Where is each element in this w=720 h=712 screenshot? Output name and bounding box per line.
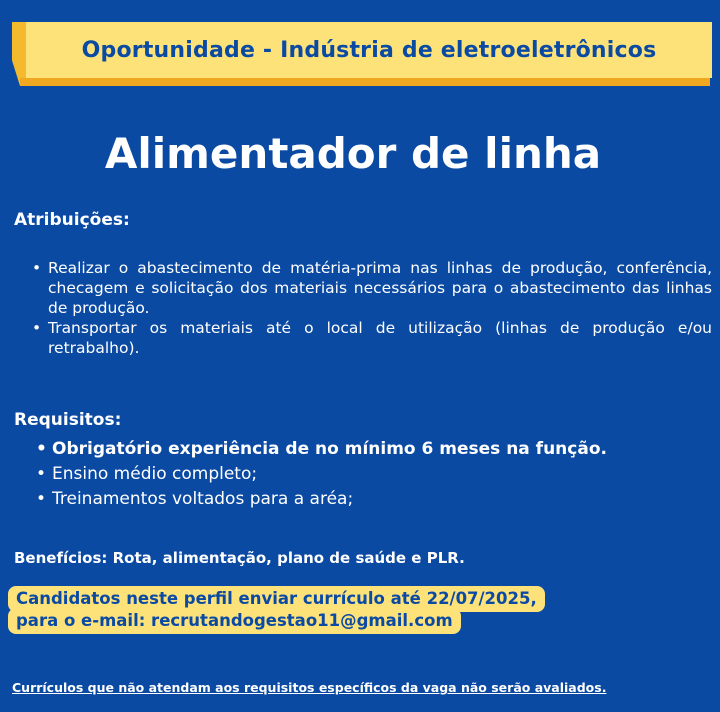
benefits-text: Benefícios: Rota, alimentação, plano de saúde e PLR. xyxy=(14,549,465,567)
requirement-item: • Treinamentos voltados para a aréa; xyxy=(32,487,716,512)
requirement-item: • Obrigatório experiência de no mínimo 6 meses na função. xyxy=(32,437,716,462)
requirement-item: • Ensino médio completo; xyxy=(32,462,716,487)
cta-line-deadline: Candidatos neste perfil enviar currículo até 22/07/2025, xyxy=(8,586,545,612)
requirements-heading: Requisitos: xyxy=(14,410,122,430)
attribution-item: • Transportar os materiais até o local de utilização (linhas de produção e/ou retrabalho). xyxy=(28,318,712,358)
banner-bottom-decoration xyxy=(20,78,710,86)
attributions-heading: Atribuições: xyxy=(14,210,130,230)
job-title: Alimentador de linha xyxy=(104,129,602,178)
banner-title: Oportunidade - Indústria de eletroeletrônicos xyxy=(26,22,712,78)
requirements-list xyxy=(32,437,716,512)
attributions-list xyxy=(28,258,712,358)
attribution-item: • Realizar o abastecimento de matéria-prima nas linhas de produção, conferência, checagem e solicitação dos materiais necessários para o abastecimento das linhas de produção. xyxy=(28,258,712,318)
cta-line-email: para o e-mail: recrutandogestao11@gmail.com xyxy=(8,608,461,634)
disclaimer-text: Currículos que não atendam aos requisitos específicos da vaga não serão avaliados. xyxy=(12,680,607,695)
header-banner xyxy=(12,22,712,86)
